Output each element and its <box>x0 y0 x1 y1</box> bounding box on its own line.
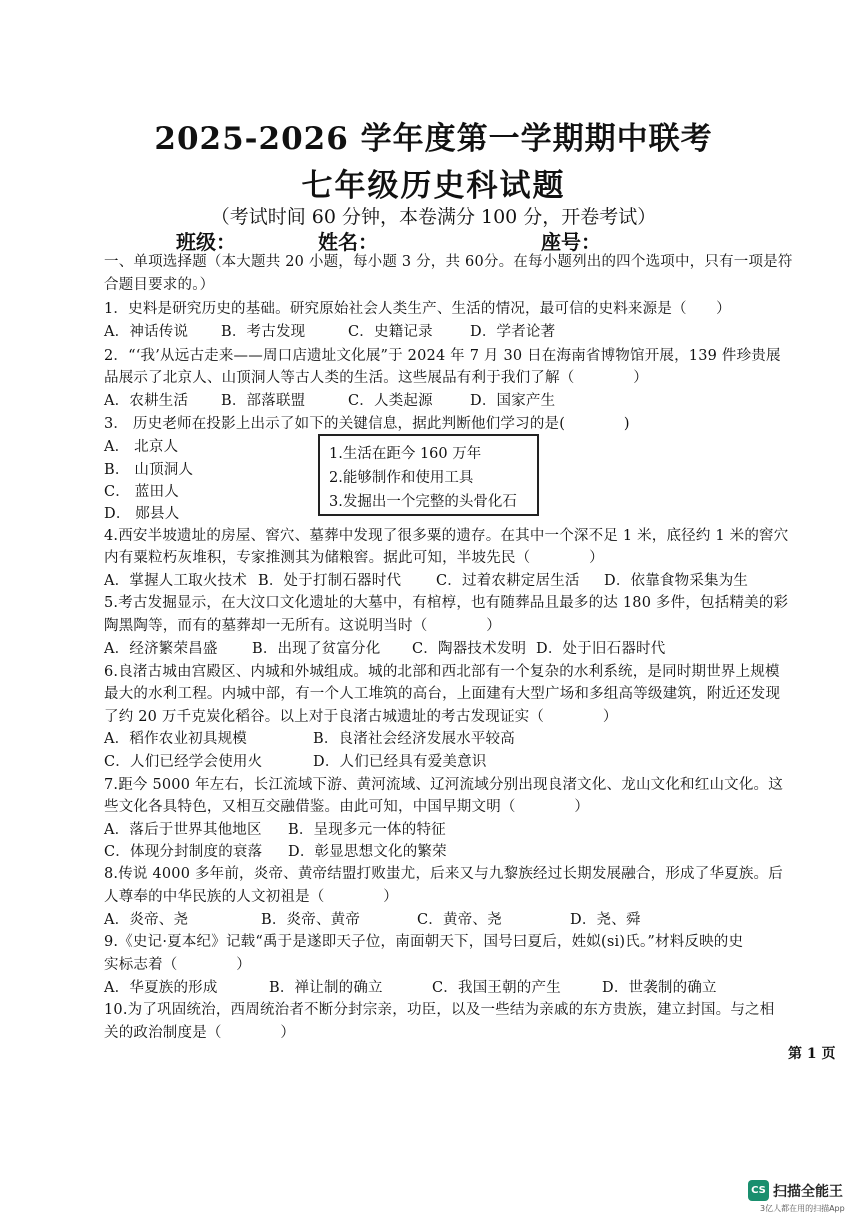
option-a: A．华夏族的形成 <box>104 980 218 996</box>
option-d: D．处于旧石器时代 <box>536 641 666 657</box>
option-a: A．掌握人工取火技术 <box>104 573 247 589</box>
camscanner-logo-icon: CS <box>748 1180 769 1201</box>
question-6-options-row2 <box>104 750 487 771</box>
question-6-stem-line1: 6.良渚古城由宫殿区、内城和外城组成。城的北部和西北部有一个复杂的水利系统，是同时期世界上规模 <box>104 664 780 680</box>
option-c: C．陶器技术发明 <box>412 641 527 657</box>
option-c: C．过着农耕定居生活 <box>436 573 580 589</box>
question-8-stem-line2: 人尊奉的中华民族的人文初祖是（ ） <box>104 889 398 905</box>
seat-label: 座号： <box>541 230 601 254</box>
question-4-stem-line1: 4.西安半坡遗址的房屋、窖穴、墓葬中发现了很多粟的遗存。在其中一个深不足 1 米，底径约 1 米的窖穴 <box>104 528 789 544</box>
question-6-options-row1 <box>104 727 515 748</box>
option-b: B．呈现多元一体的特征 <box>288 822 446 838</box>
option-b: B．炎帝、黄帝 <box>261 912 361 928</box>
option-b: B． 山顶洞人 <box>104 462 194 478</box>
class-label: 班级： <box>176 230 236 254</box>
key-info-box <box>318 434 539 516</box>
question-2-options <box>104 389 555 410</box>
exam-title: 2025-2026 学年度第一学期期中联考 <box>154 121 713 157</box>
option-b: B．考古发现 <box>221 324 306 340</box>
question-4-options <box>104 569 748 590</box>
option-a: A．稻作农业初具规模 <box>104 731 247 747</box>
question-9-stem-line2: 实标志着（ ） <box>104 957 251 973</box>
option-d: D．彰显思想文化的繁荣 <box>288 844 447 860</box>
question-8-options <box>104 908 641 929</box>
key-info-item: 3.发掘出一个完整的头骨化石 <box>329 494 517 510</box>
page-number: 第 1 页 <box>788 1046 836 1062</box>
option-c: C． 蓝田人 <box>104 484 179 500</box>
camscanner-tagline: 3亿人都在用的扫描App <box>760 1204 845 1213</box>
question-2-stem-line2: 品展示了北京人、山顶洞人等古人类的生活。这些展品有利于我们了解（ ） <box>104 370 648 386</box>
option-c: C．人类起源 <box>348 393 433 409</box>
question-2-stem-line1: 2．“‘我’从远古走来——周口店遗址文化展”于 2024 年 7 月 30 日在海南省博物馆开展，139 件珍贵展 <box>104 348 781 364</box>
question-7-stem-line2: 些文化各具特色，又相互交融借鉴。由此可知，中国早期文明（ ） <box>104 799 590 815</box>
question-6-stem-line3: 了约 20 万千克炭化稻谷。以上对于良渚古城遗址的考古发现证实（ ） <box>104 709 618 725</box>
question-5-stem-line2: 陶黑陶等，而有的墓葬却一无所有。这说明当时（ ） <box>104 618 501 634</box>
question-4-stem-line2: 内有粟粒朽灰堆积，专家推测其为储粮窖。据此可知，半坡先民（ ） <box>104 550 604 566</box>
exam-subtitle: 七年级历史科试题 <box>301 168 566 204</box>
option-b: B．禅让制的确立 <box>269 980 383 996</box>
question-5-stem-line1: 5.考古发掘显示，在大汶口文化遗址的大墓中，有棺椁，也有随葬品且最多的达 180 多件，包括精美的彩 <box>104 595 789 611</box>
option-a: A．经济繁荣昌盛 <box>104 641 218 657</box>
option-b: B．部落联盟 <box>221 393 306 409</box>
question-10-stem-line1: 10.为了巩固统治，西周统治者不断分封宗亲，功臣，以及一些结为亲戚的东方贵族，建立封国。与之相 <box>104 1002 775 1018</box>
option-a: A．落后于世界其他地区 <box>104 822 262 838</box>
option-d: D．依靠食物采集为生 <box>604 573 749 589</box>
option-d: D． 郧县人 <box>104 506 180 522</box>
option-d: D．世袭制的确立 <box>602 980 717 996</box>
question-5-options <box>104 637 665 658</box>
option-c: C．黄帝、尧 <box>417 912 502 928</box>
key-info-item: 1.生活在距今 160 万年 <box>329 446 482 462</box>
option-a: A．农耕生活 <box>104 393 189 409</box>
option-c: C．人们已经学会使用火 <box>104 754 263 770</box>
option-d: D．国家产生 <box>470 393 556 409</box>
option-a: A．神话传说 <box>104 324 189 340</box>
option-c: C．我国王朝的产生 <box>432 980 561 996</box>
option-a: A．炎帝、尧 <box>104 912 189 928</box>
question-10-stem-line2: 关的政治制度是（ ） <box>104 1025 296 1041</box>
question-7-options-row1 <box>104 818 446 839</box>
option-c: C．体现分封制度的衰落 <box>104 844 263 860</box>
question-1-options <box>104 320 555 341</box>
option-b: B．出现了贫富分化 <box>252 641 381 657</box>
question-7-stem-line1: 7.距今 5000 年左右，长江流域下游、黄河流域、辽河流域分别出现良渚文化、龙山文化和红山文化。这 <box>104 777 783 793</box>
question-7-options-row2 <box>104 840 447 861</box>
camscanner-app-name: 扫描全能王 <box>773 1184 843 1200</box>
question-9-options <box>104 976 717 997</box>
question-3-stem: 3． 历史老师在投影上出示了如下的关键信息，据此判断他们学习的是( ) <box>104 416 630 432</box>
question-6-stem-line2: 最大的水利工程。内城中部，有一个人工堆筑的高台，上面建有大型广场和多组高等级建筑，附近还发现 <box>104 686 781 702</box>
option-d: D．人们已经具有爱美意识 <box>313 754 487 770</box>
question-9-stem-line1: 9.《史记·夏本纪》记载“禹于是遂即天子位，南面朝天下，国号曰夏后，姓姒(si)氏。”材料反映的史 <box>104 934 744 950</box>
question-1-stem: 1．史料是研究历史的基础。研究原始社会人类生产、生活的情况，最可信的史料来源是（ ） <box>104 301 731 317</box>
question-8-stem-line1: 8.传说 4000 多年前，炎帝、黄帝结盟打败蚩尤，后来又与九黎族经过长期发展融合，形成了华夏族。后 <box>104 866 783 882</box>
key-info-item: 2.能够制作和使用工具 <box>329 470 474 486</box>
section-instructions-line2: 合题目要求的。） <box>104 277 215 293</box>
option-b: B．处于打制石器时代 <box>258 573 402 589</box>
option-d: D．学者论著 <box>470 324 556 340</box>
option-d: D．尧、舜 <box>570 912 641 928</box>
section-instructions-line1: 一、单项选择题（本大题共 20 小题，每小题 3 分，共 60分。在每小题列出的四个选项中，只有一项是符 <box>104 254 793 270</box>
exam-note: （考试时间 60 分钟，本卷满分 100 分，开卷考试） <box>210 206 657 228</box>
option-c: C．史籍记录 <box>348 324 433 340</box>
option-a: A． 北京人 <box>104 439 179 455</box>
option-b: B．良渚社会经济发展水平较高 <box>313 731 515 747</box>
name-label: 姓名： <box>318 230 378 254</box>
